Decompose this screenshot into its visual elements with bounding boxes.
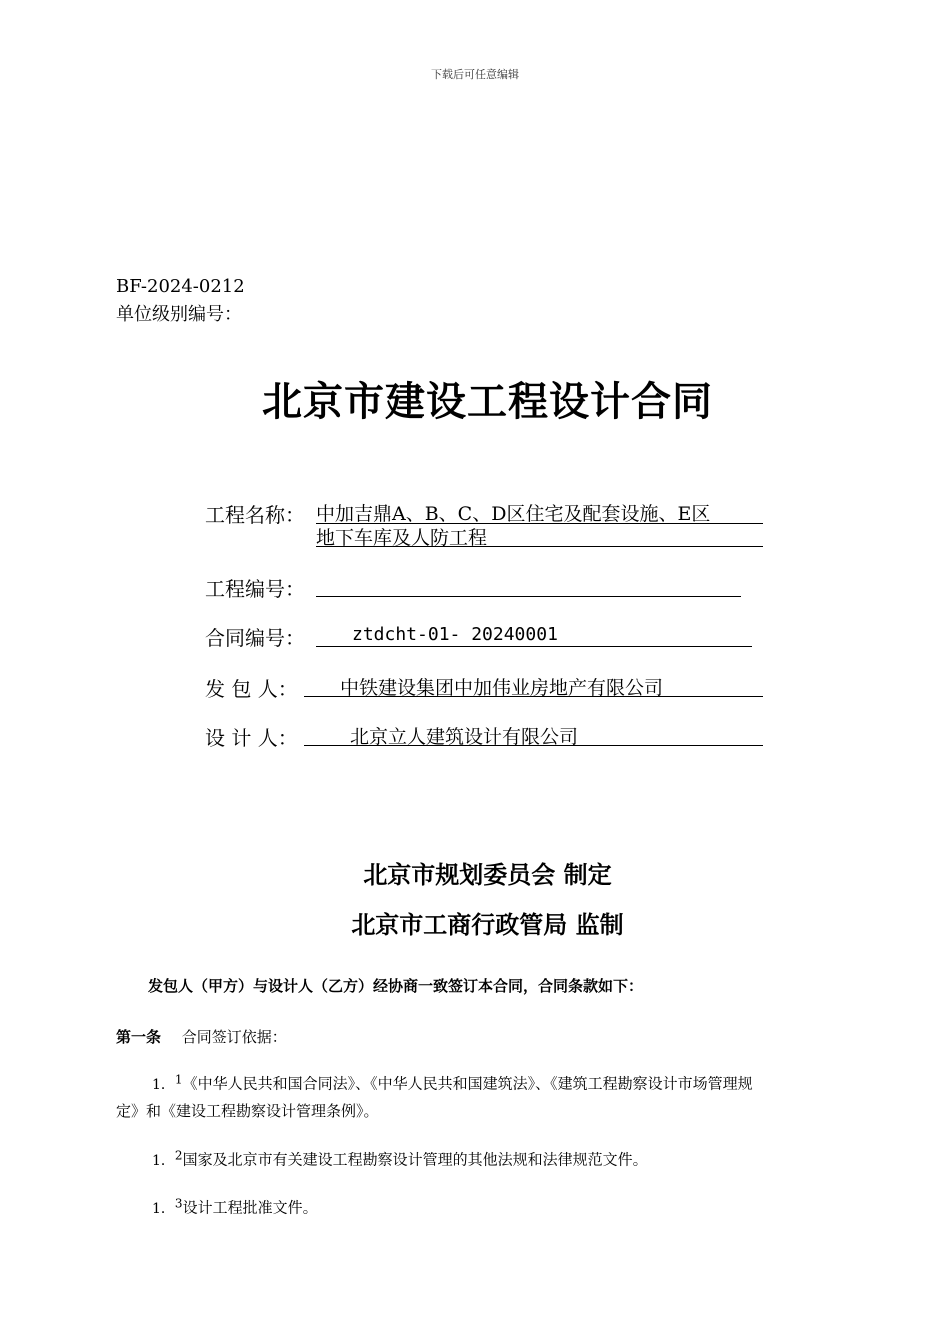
clause-sub-number: 1 — [174, 1072, 183, 1086]
designer-value: 北京立人建筑设计有限公司 — [350, 726, 579, 748]
page-title: 北京市建设工程设计合同 — [262, 379, 713, 425]
clause-1-1 — [152, 1072, 753, 1094]
contract-no-label: 合同编号： — [205, 626, 305, 650]
clause-number: 1． — [152, 1076, 175, 1093]
designer-label: 设 计 人： — [205, 726, 298, 750]
maker-line-1: 北京市规划委员会 制定 — [363, 861, 612, 889]
header-note: 下载后可任意编辑 — [431, 68, 519, 81]
clause-text: 国家及北京市有关建设工程勘察设计管理的其他法规和法律规范文件。 — [182, 1150, 648, 1169]
clause-1-2 — [152, 1148, 648, 1170]
project-name-line2: 地下车库及人防工程 — [316, 527, 488, 549]
article-1-title: 合同签订依据： — [181, 1028, 287, 1046]
contract-intro: 发包人（甲方）与设计人（乙方）经协商一致签订本合同，合同条款如下： — [148, 977, 644, 995]
client-value: 中铁建设集团中加伟业房地产有限公司 — [340, 677, 664, 699]
project-name-underline-2 — [316, 546, 763, 547]
client-label: 发 包 人： — [205, 677, 298, 701]
contract-no-value: ztdcht-01- 20240001 — [352, 624, 558, 645]
maker-line-2: 北京市工商行政管局 监制 — [351, 911, 624, 939]
article-1-heading — [116, 1026, 287, 1047]
client-underline — [304, 696, 763, 697]
project-no-underline — [316, 596, 741, 597]
clause-text: 《中华人民共和国合同法》、《中华人民共和国建筑法》、《建筑工程勘察设计市场管理规 — [182, 1074, 753, 1093]
project-name-underline-1 — [316, 523, 763, 524]
project-no-label: 工程编号： — [205, 577, 305, 601]
clause-1-3 — [152, 1196, 318, 1218]
clause-sub-number: 2 — [174, 1148, 183, 1162]
unit-level-label: 单位级别编号： — [116, 304, 242, 325]
designer-underline — [304, 745, 763, 746]
project-name-label: 工程名称： — [205, 503, 305, 527]
project-name-line1: 中加吉鼎A、B、C、D区住宅及配套设施、E区 — [316, 503, 711, 525]
article-1-number: 第一条 — [116, 1028, 162, 1046]
clause-sub-number: 3 — [174, 1196, 183, 1210]
document-code: BF-2024-0212 — [116, 276, 245, 297]
clause-number: 1． — [152, 1152, 175, 1169]
clause-1-1-cont: 定》和《建设工程勘察设计管理条例》。 — [116, 1102, 379, 1120]
clause-text: 设计工程批准文件。 — [182, 1198, 318, 1217]
contract-no-underline — [316, 646, 752, 647]
clause-number: 1． — [152, 1200, 175, 1217]
